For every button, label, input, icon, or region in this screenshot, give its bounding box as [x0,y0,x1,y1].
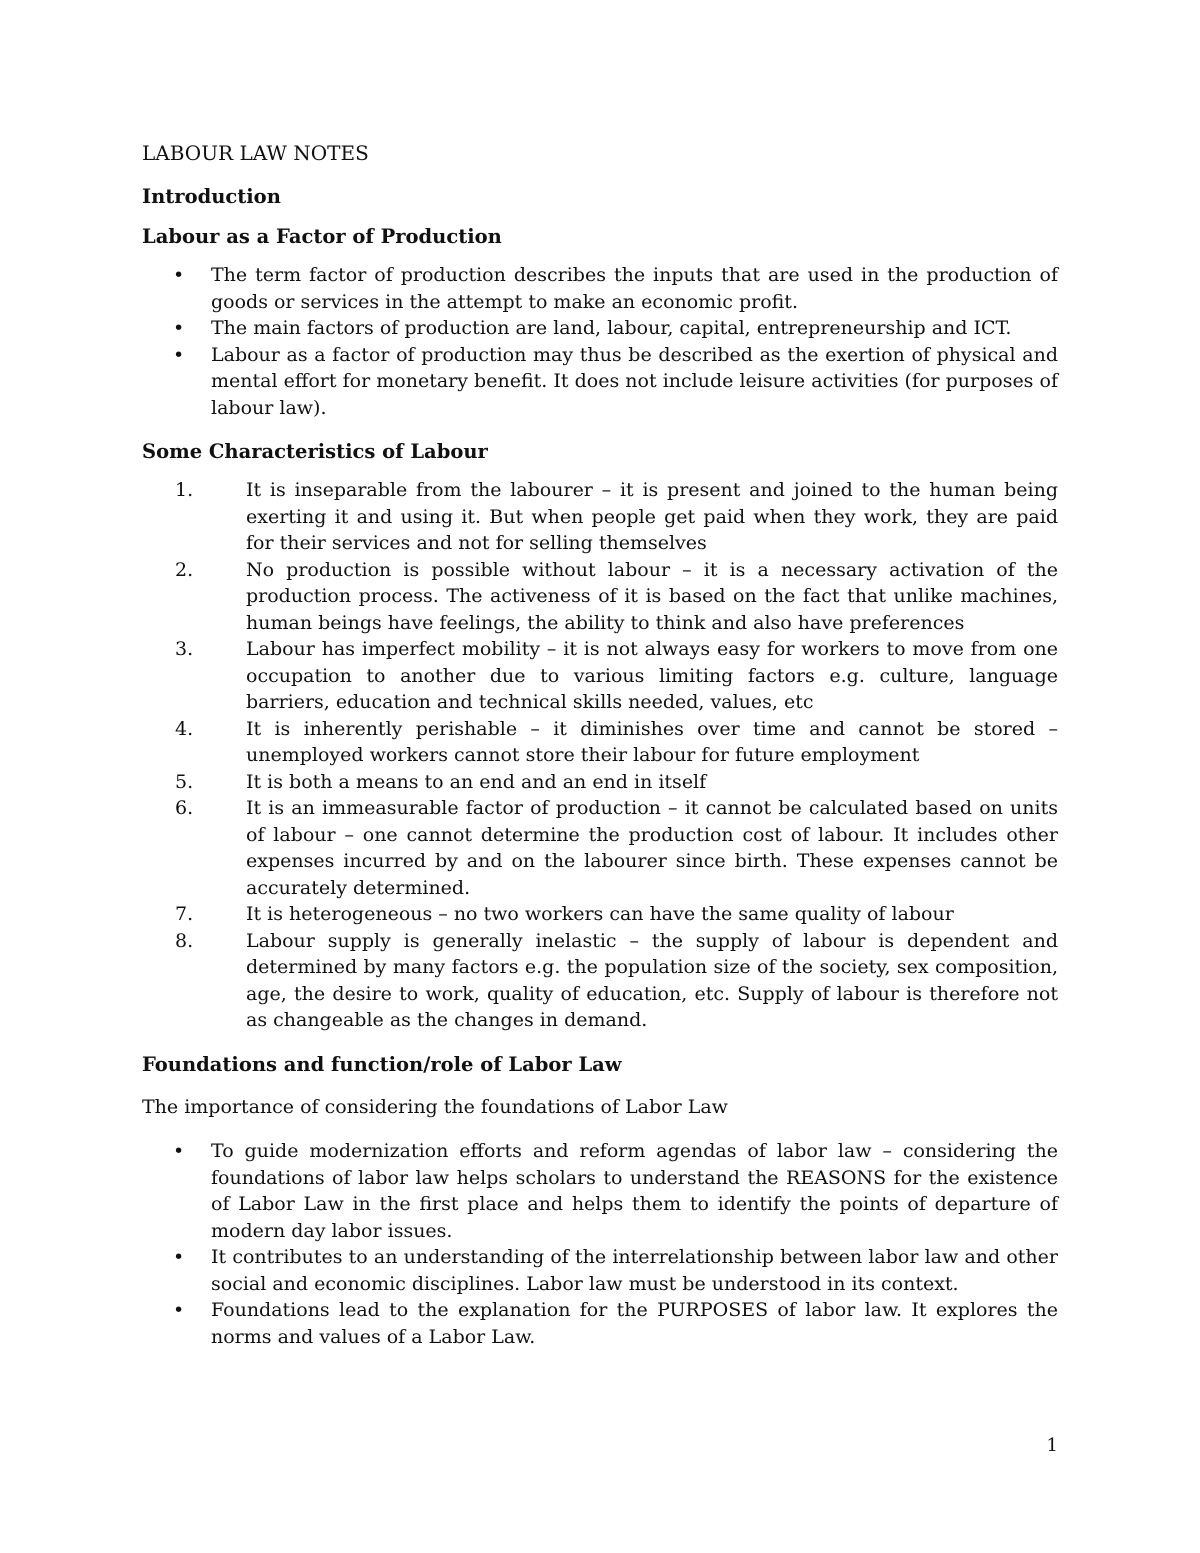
list-item-text: It is an immeasurable factor of production – it cannot be calculated based on units of labour – one cannot determine the production cost of labour. It includes other expenses incurred by and on the labourer since birth. These expenses cannot be accurately determined. [246,797,1058,899]
page-number: 1 [1046,1435,1058,1456]
bullet-icon: • [173,343,185,366]
list-number: 3. [175,638,194,660]
foundations-intro: The importance of considering the foundations of Labor Law [142,1095,728,1118]
list-item [142,477,1058,557]
list-item [142,1297,1058,1350]
list-item [142,636,1058,716]
list-number: 2. [175,558,194,581]
list-number: 8. [175,929,194,952]
list-number: 7. [175,903,194,925]
list-item [142,1244,1058,1297]
list-number: 6. [175,797,194,819]
list-item-text: It is inherently perishable – it diminishes over time and cannot be stored – unemployed workers cannot store their labour for future employment [246,717,1058,766]
list-item-text: No production is possible without labour – it is a necessary activation of the production process. The activeness of it is based on the fact that unlike machines, human beings have feelings, the ability to think and also have preferences [246,558,1058,634]
list-item-text: Labour has imperfect mobility – it is not always easy for workers to move from one occupation to another due to various limiting factors e.g. culture, language barriers, education and technical skills needed, values, etc [246,638,1058,713]
list-item-text: To guide modernization efforts and reform agendas of labor law – considering the foundations of labor law helps scholars to understand the REASONS for the existence of Labor Law in the first place and helps them to identify the points of departure of modern day labor issues. [211,1140,1058,1242]
list-item-text: The main factors of production are land, labour, capital, entrepreneurship and ICT. [211,317,1012,339]
list-item-text: Foundations lead to the explanation for the PURPOSES of labor law. It explores the norms and values of a Labor Law. [211,1299,1058,1348]
list-number: 1. [175,479,194,501]
list-item-text: Labour supply is generally inelastic – the supply of labour is dependent and determined by many factors e.g. the population size of the society, sex composition, age, the desire to work, quality of education, etc. Supply of labour is therefore not as changeable as the changes in demand. [246,929,1058,1031]
list-item [142,716,1058,769]
list-item-text: It is heterogeneous – no two workers can have the same quality of labour [246,903,954,925]
bullet-icon: • [173,264,185,286]
list-item [142,769,1058,796]
list-item-text: It is both a means to an end and an end in itself [246,770,707,793]
list-item-text: The term factor of production describes the inputs that are used in the production of goods or services in the attempt to make an economic profit. [211,264,1058,313]
document-title: LABOUR LAW NOTES [142,141,369,165]
bullet-icon: • [173,317,185,339]
list-item [142,342,1058,422]
list-item-text: It contributes to an understanding of the interrelationship between labor law and other social and economic disciplines. Labor law must be understood in its context. [211,1246,1058,1295]
introduction-heading: Introduction [142,185,281,208]
list-item-text: It is inseparable from the labourer – it is present and joined to the human being exerting it and using it. But when people get paid when they work, they are paid for their services and not for selling themselves [246,479,1058,554]
bullet-icon: • [173,1246,185,1268]
list-item-text: Labour as a factor of production may thus be described as the exertion of physical and mental effort for monetary benefit. It does not include leisure activities (for purposes of labour law). [211,343,1058,419]
foundations-heading: Foundations and function/role of Labor Law [142,1052,622,1076]
factor-bullet-list [142,262,1058,421]
page-content [142,138,1058,1356]
characteristics-heading: Some Characteristics of Labour [142,440,488,463]
factor-of-production-heading: Labour as a Factor of Production [142,225,502,248]
list-item [142,795,1058,901]
characteristics-numbered-list [142,477,1058,1034]
foundations-bullet-list [142,1138,1058,1350]
list-item [142,557,1058,637]
list-item [142,315,1058,342]
list-item [142,1138,1058,1244]
list-item [142,262,1058,315]
list-number: 5. [175,770,194,793]
bullet-icon: • [173,1299,185,1321]
list-number: 4. [175,717,194,740]
bullet-icon: • [173,1140,185,1162]
list-item [142,901,1058,928]
list-item [142,928,1058,1034]
